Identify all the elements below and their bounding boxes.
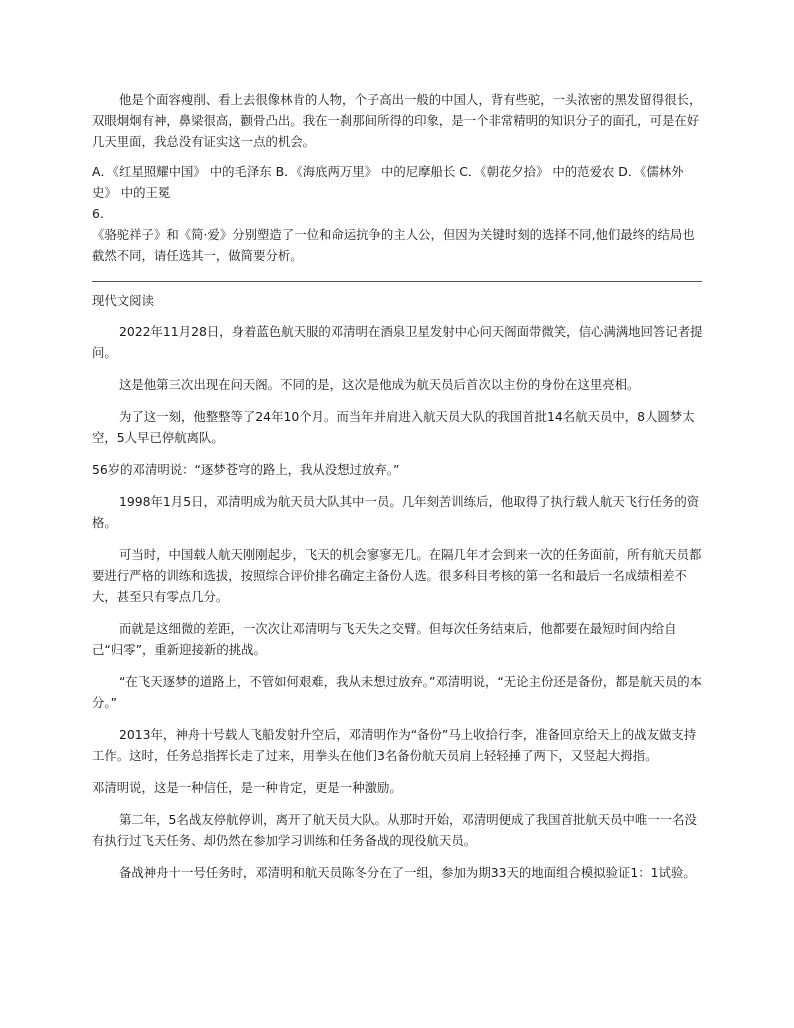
question-block [92, 89, 704, 266]
question-text: 《骆驼祥子》和《简·爱》分别塑造了一位和命运抗争的主人公，但因为关键时刻的选择不同,他们最终的结局也截然不同，请任选其一，做简要分析。 [92, 227, 695, 263]
section-heading: 现代文阅读 [92, 293, 154, 308]
character-passage: 他是个面容瘦削、看上去很像林肯的人物，个子高出一般的中国人，背有些驼，一头浓密的黑发留得很长，双眼炯炯有神，鼻梁很高，颧骨凸出。我在一刹那间所得的印象，是一个非常精明的知识分子的面孔，可是在好几天里面，我总没有证实这一点的机会。 [92, 92, 702, 149]
article-paragraph: 2022年11月28日，身着蓝色航天服的邓清明在酒泉卫星发射中心问天阁面带微笑，信心满满地回答记者提问。 [92, 324, 703, 360]
article-paragraph: 为了这一刻，他整整等了24年10个月。而当年并肩进入航天员大队的我国首批14名航天员中，8人圆梦太空，5人早已停航离队。 [92, 409, 695, 445]
article-paragraph: 备战神舟十一号任务时，邓清明和航天员陈冬分在了一组，参加为期33天的地面组合模拟验证1：1试验。 [119, 865, 696, 880]
reading-section [92, 290, 704, 894]
article-paragraph: “在飞天逐梦的道路上，不管如何艰难，我从未想过放弃。”邓清明说，“无论主份还是备份，都是航天员的本分。” [92, 674, 703, 710]
article-paragraph: 而就是这细微的差距，一次次让邓清明与飞天失之交臂。但每次任务结束后，他都要在最短时间内给自己“归零”，重新迎接新的挑战。 [92, 621, 677, 657]
answer-options: A．《红星照耀中国》 中的毛泽东 B．《海底两万里》 中的尼摩船长 C．《朝花夕拾》 中的范爱农 D．《儒林外史》 中的王冕 [92, 164, 684, 200]
article-paragraph: 1998年1月5日，邓清明成为航天员大队其中一员。几年刻苦训练后，他取得了执行载人航天飞行任务的资格。 [92, 494, 700, 530]
article-body [92, 321, 704, 883]
section-divider [92, 281, 702, 282]
article-paragraph: 邓清明说，这是一种信任，是一种肯定，更是一种激励。 [92, 780, 402, 795]
article-paragraph: 这是他第三次出现在问天阁。不同的是，这次是他成为航天员后首次以主份的身份在这里亮相。 [119, 377, 640, 392]
article-paragraph: 2013年，神舟十号载人飞船发射升空后，邓清明作为“备份”马上收拾行李，准备回京给天上的战友做支持工作。这时，任务总指挥长走了过来，用拳头在他们3名备份航天员肩上轻轻捶了两下，又竖起大拇指。 [92, 727, 697, 763]
article-paragraph: 56岁的邓清明说：“逐梦苍穹的路上，我从没想过放弃。” [92, 462, 400, 477]
article-paragraph: 第二年，5名战友停航停训，离开了航天员大队。从那时开始，邓清明便成了我国首批航天员中唯一一名没有执行过飞天任务、却仍然在参加学习训练和任务备战的现役航天员。 [92, 812, 697, 848]
question-number: 6. [92, 206, 104, 221]
article-paragraph: 可当时，中国载人航天刚刚起步，飞天的机会寥寥无几。在隔几年才会到来一次的任务面前，所有航天员都要进行严格的训练和选拔，按照综合评价排名确定主备份人选。很多科目考核的第一名和最后一名成绩相差不大，甚至只有零点几分。 [92, 547, 702, 604]
